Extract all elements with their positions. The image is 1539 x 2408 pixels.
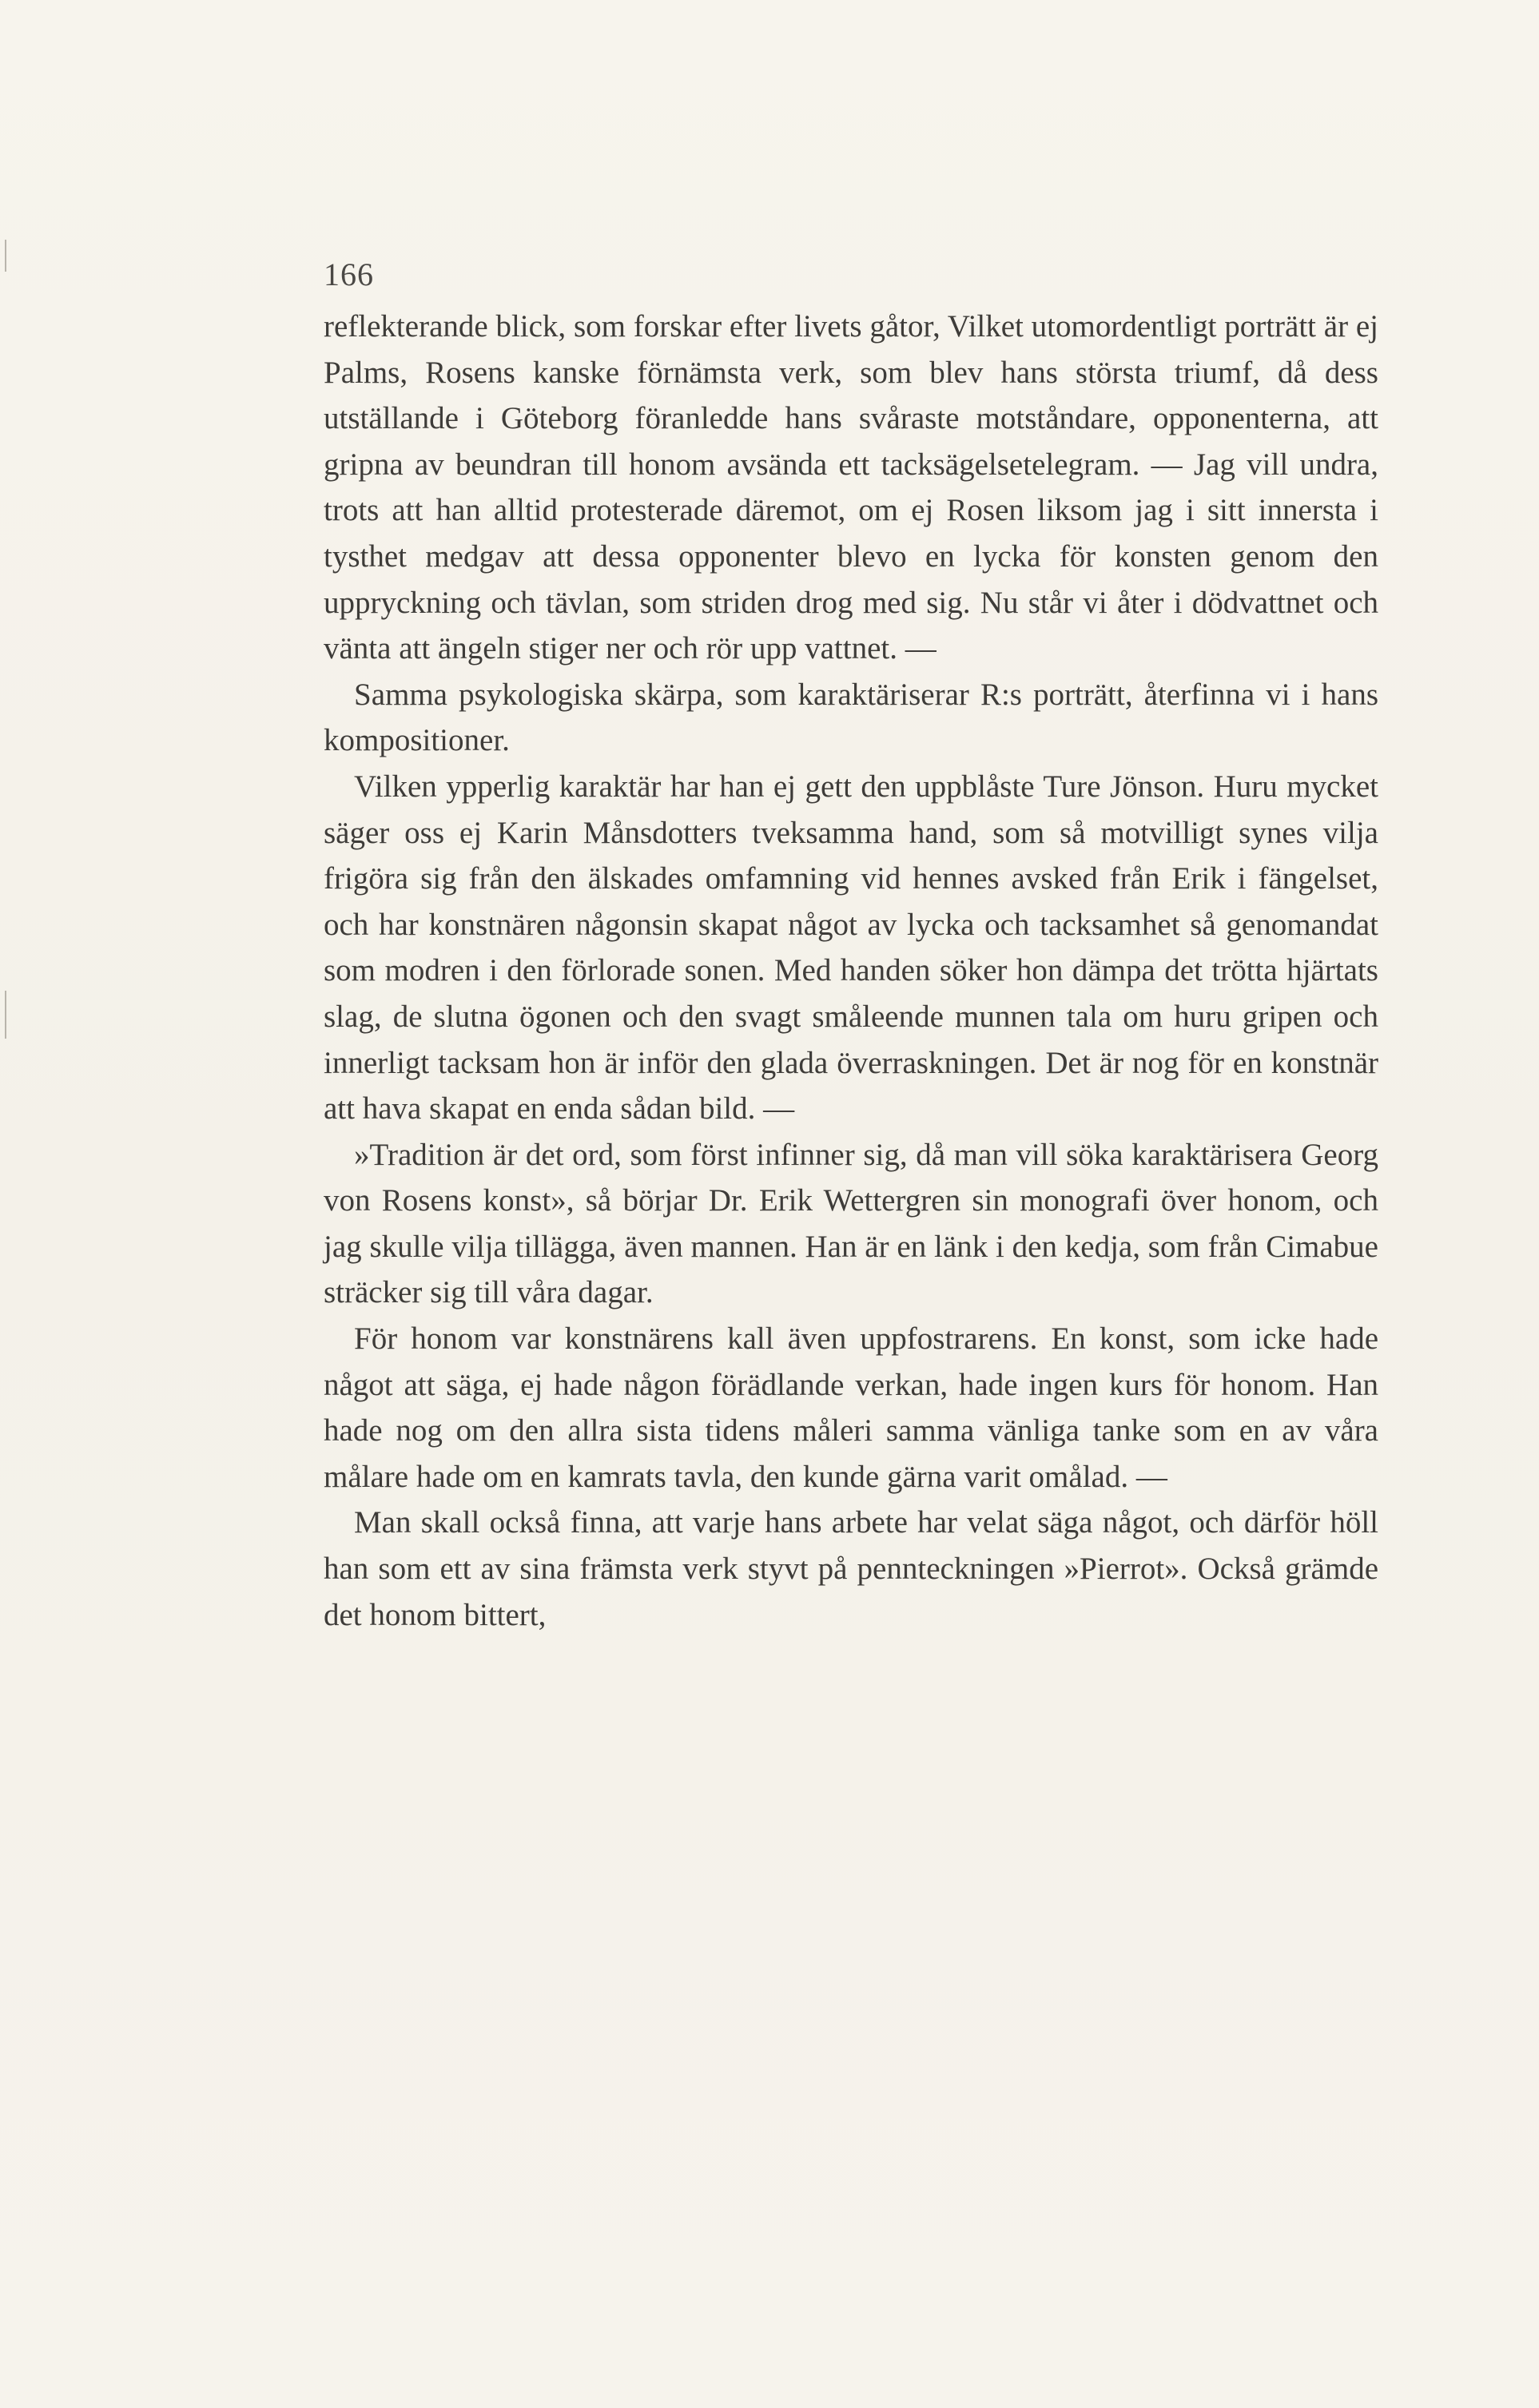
paragraph: Vilken ypperlig karaktär har han ej gett den uppblåste Ture Jönson. Huru mycket säger oss ej Karin Månsdotters tveksamma hand, som så motvilligt synes vilja frigöra sig från den älskades omfamning vid hennes avsked från Erik i fängelset, och har konstnären någonsin skapat något av lycka och tacksamhet så genomandat som modren i den förlorade sonen. Med handen söker hon dämpa det trötta hjärtats slag, de slutna ögonen och den svagt småleende munnen tala om huru gripen och innerligt tacksam hon är inför den glada överraskningen. Det är nog för en konstnär att hava skapat en enda sådan bild. — (324, 769, 1378, 1127)
paragraph: reflekterande blick, som forskar efter livets gåtor, Vilket utomordentligt porträtt är ej Palms, Rosens kanske förnämsta verk, som blev hans största triumf, då dess utställande i Göteborg föranledde hans svåraste motståndare, opponenterna, att gripna av beundran till honom avsända ett tacksägelsetelegram. — Jag vill undra, trots att han alltid protesterade däremot, om ej Rosen liksom jag i sitt innersta i tysthet medgav att dessa opponenter blevo en lycka för konsten genom den uppryckning och tävlan, som striden drog med sig. Nu står vi åter i dödvattnet och vänta att ängeln stiger ner och rör upp vattnet. — (324, 309, 1378, 666)
page-edge-mark (5, 991, 6, 1039)
paragraph: »Tradition är det ord, som först infinner sig, då man vill söka karaktärisera Georg von Rosens konst», så börjar Dr. Erik Wettergren sin monografi över honom, och jag skulle vilja tillägga, även mannen. Han är en länk i den kedja, som från Cimabue sträcker sig till våra dagar. (324, 1137, 1378, 1310)
page-edge-mark (5, 240, 6, 272)
page-number: 166 (324, 256, 374, 292)
paragraph: För honom var konstnärens kall även uppfostrarens. En konst, som icke hade något att säga, ej hade någon förädlande verkan, hade ingen kurs för honom. Han hade nog om den allra sista tidens måleri samma vänliga tanke som en av våra målare hade om en kamrats tavla, den kunde gärna varit omålad. — (324, 1321, 1378, 1494)
paragraph: Samma psykologiska skärpa, som karaktäriserar R:s porträtt, återfinna vi i hans kompositioner. (324, 677, 1378, 758)
body-text (324, 304, 1378, 1638)
paragraph: Man skall också finna, att varje hans arbete har velat säga något, och därför höll han som ett av sina främsta verk styvt på pennteckningen »Pierrot». Också grämde det honom bittert, (324, 1505, 1378, 1632)
